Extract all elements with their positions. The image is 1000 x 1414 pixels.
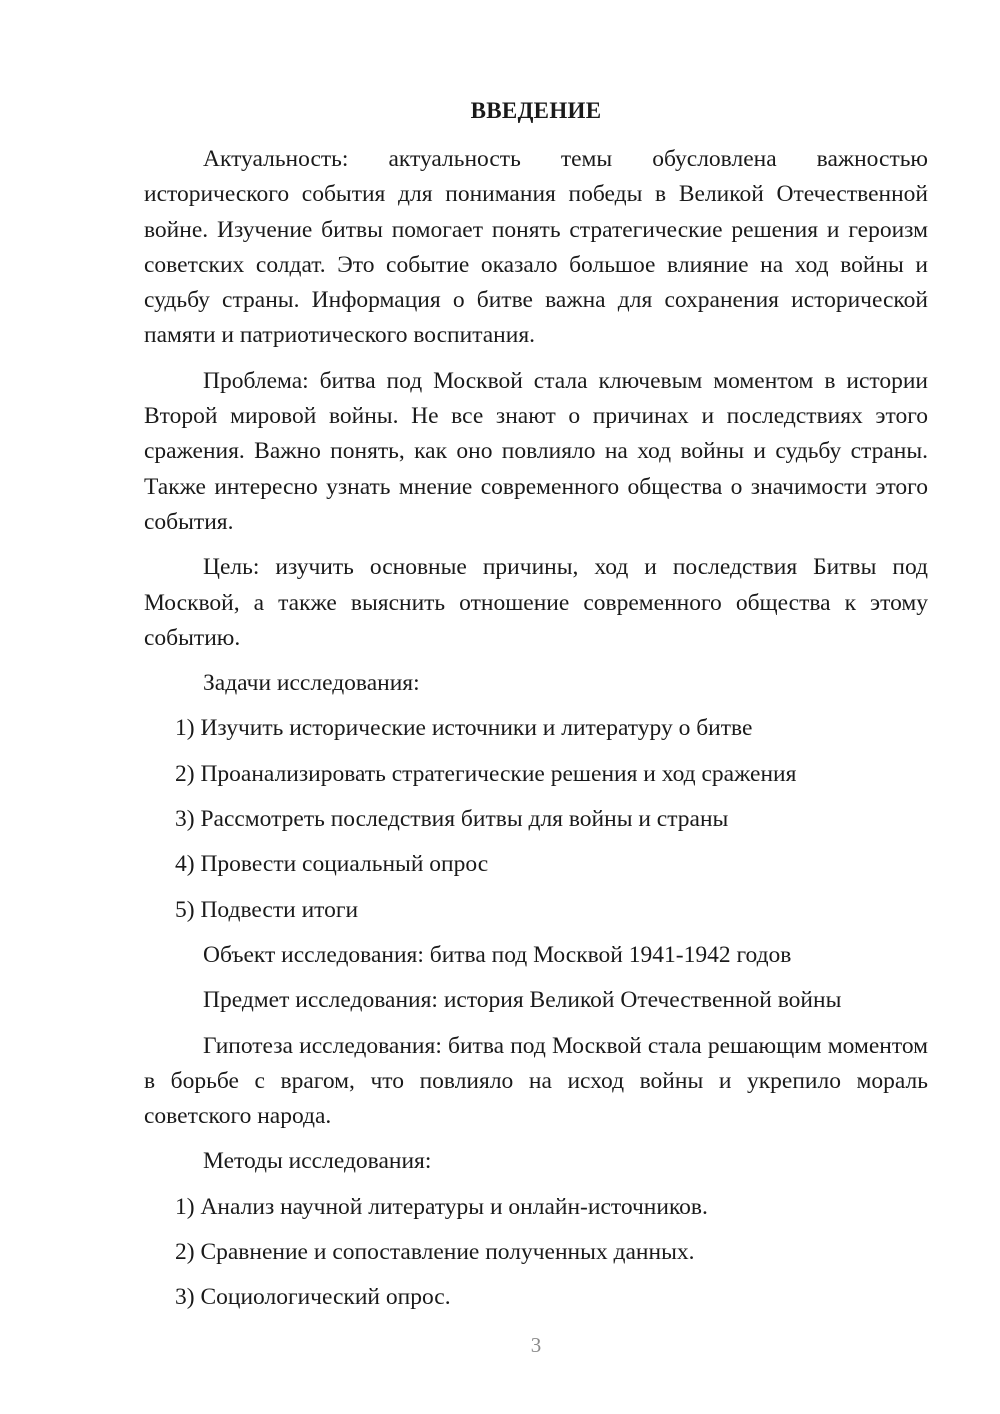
section-heading: ВВЕДЕНИЕ <box>470 98 602 123</box>
relevance-paragraph: Актуальность: актуальность темы обусловлена важностью исторического события для понимания победы в Великой Отечественной войне. Изучение битвы помогает понять стратегические решения и героизм советских солдат. Это событие оказало большое влияние на ход войны и судьбу страны. Информация о битве важна для сохранения исторической памяти и патриотического воспитания. <box>144 146 928 349</box>
list-item: 5) Подвести итоги <box>175 896 359 923</box>
subject-line: Предмет исследования: история Великой Отечественной войны <box>203 987 842 1014</box>
object-line: Объект исследования: битва под Москвой 1941-1942 годов <box>203 941 792 968</box>
methods-list <box>144 1190 928 1316</box>
list-item: 1) Анализ научной литературы и онлайн-источников. <box>175 1193 708 1220</box>
hypothesis-paragraph: Гипотеза исследования: битва под Москвой стала решающим моментом в борьбе с врагом, что повлияло на исход войны и укрепило мораль советского народа. <box>144 1032 928 1130</box>
list-item: 3) Рассмотреть последствия битвы для войны и страны <box>175 806 729 833</box>
list-item: 2) Сравнение и сопоставление полученных данных. <box>175 1239 695 1266</box>
list-item: 3) Социологический опрос. <box>175 1284 451 1311</box>
page-content <box>144 142 928 1326</box>
methods-title: Методы исследования: <box>203 1148 432 1175</box>
tasks-list <box>144 711 928 927</box>
tasks-title: Задачи исследования: <box>203 670 420 697</box>
page-number: 3 <box>530 1333 542 1357</box>
goal-paragraph: Цель: изучить основные причины, ход и последствия Битвы под Москвой, а также выяснить отношение современного общества к этому событию. <box>144 554 928 651</box>
list-item: 4) Провести социальный опрос <box>175 851 489 878</box>
list-item: 2) Проанализировать стратегические решения и ход сражения <box>175 760 797 787</box>
problem-paragraph: Проблема: битва под Москвой стала ключевым моментом в истории Второй мировой войны. Не все знают о причинах и последствиях этого сражения. Важно понять, как оно повлияло на ход войны и судьбу страны. Также интересно узнать мнение современного общества о значимости этого события. <box>144 367 928 535</box>
list-item: 1) Изучить исторические источники и литературу о битве <box>175 715 753 742</box>
